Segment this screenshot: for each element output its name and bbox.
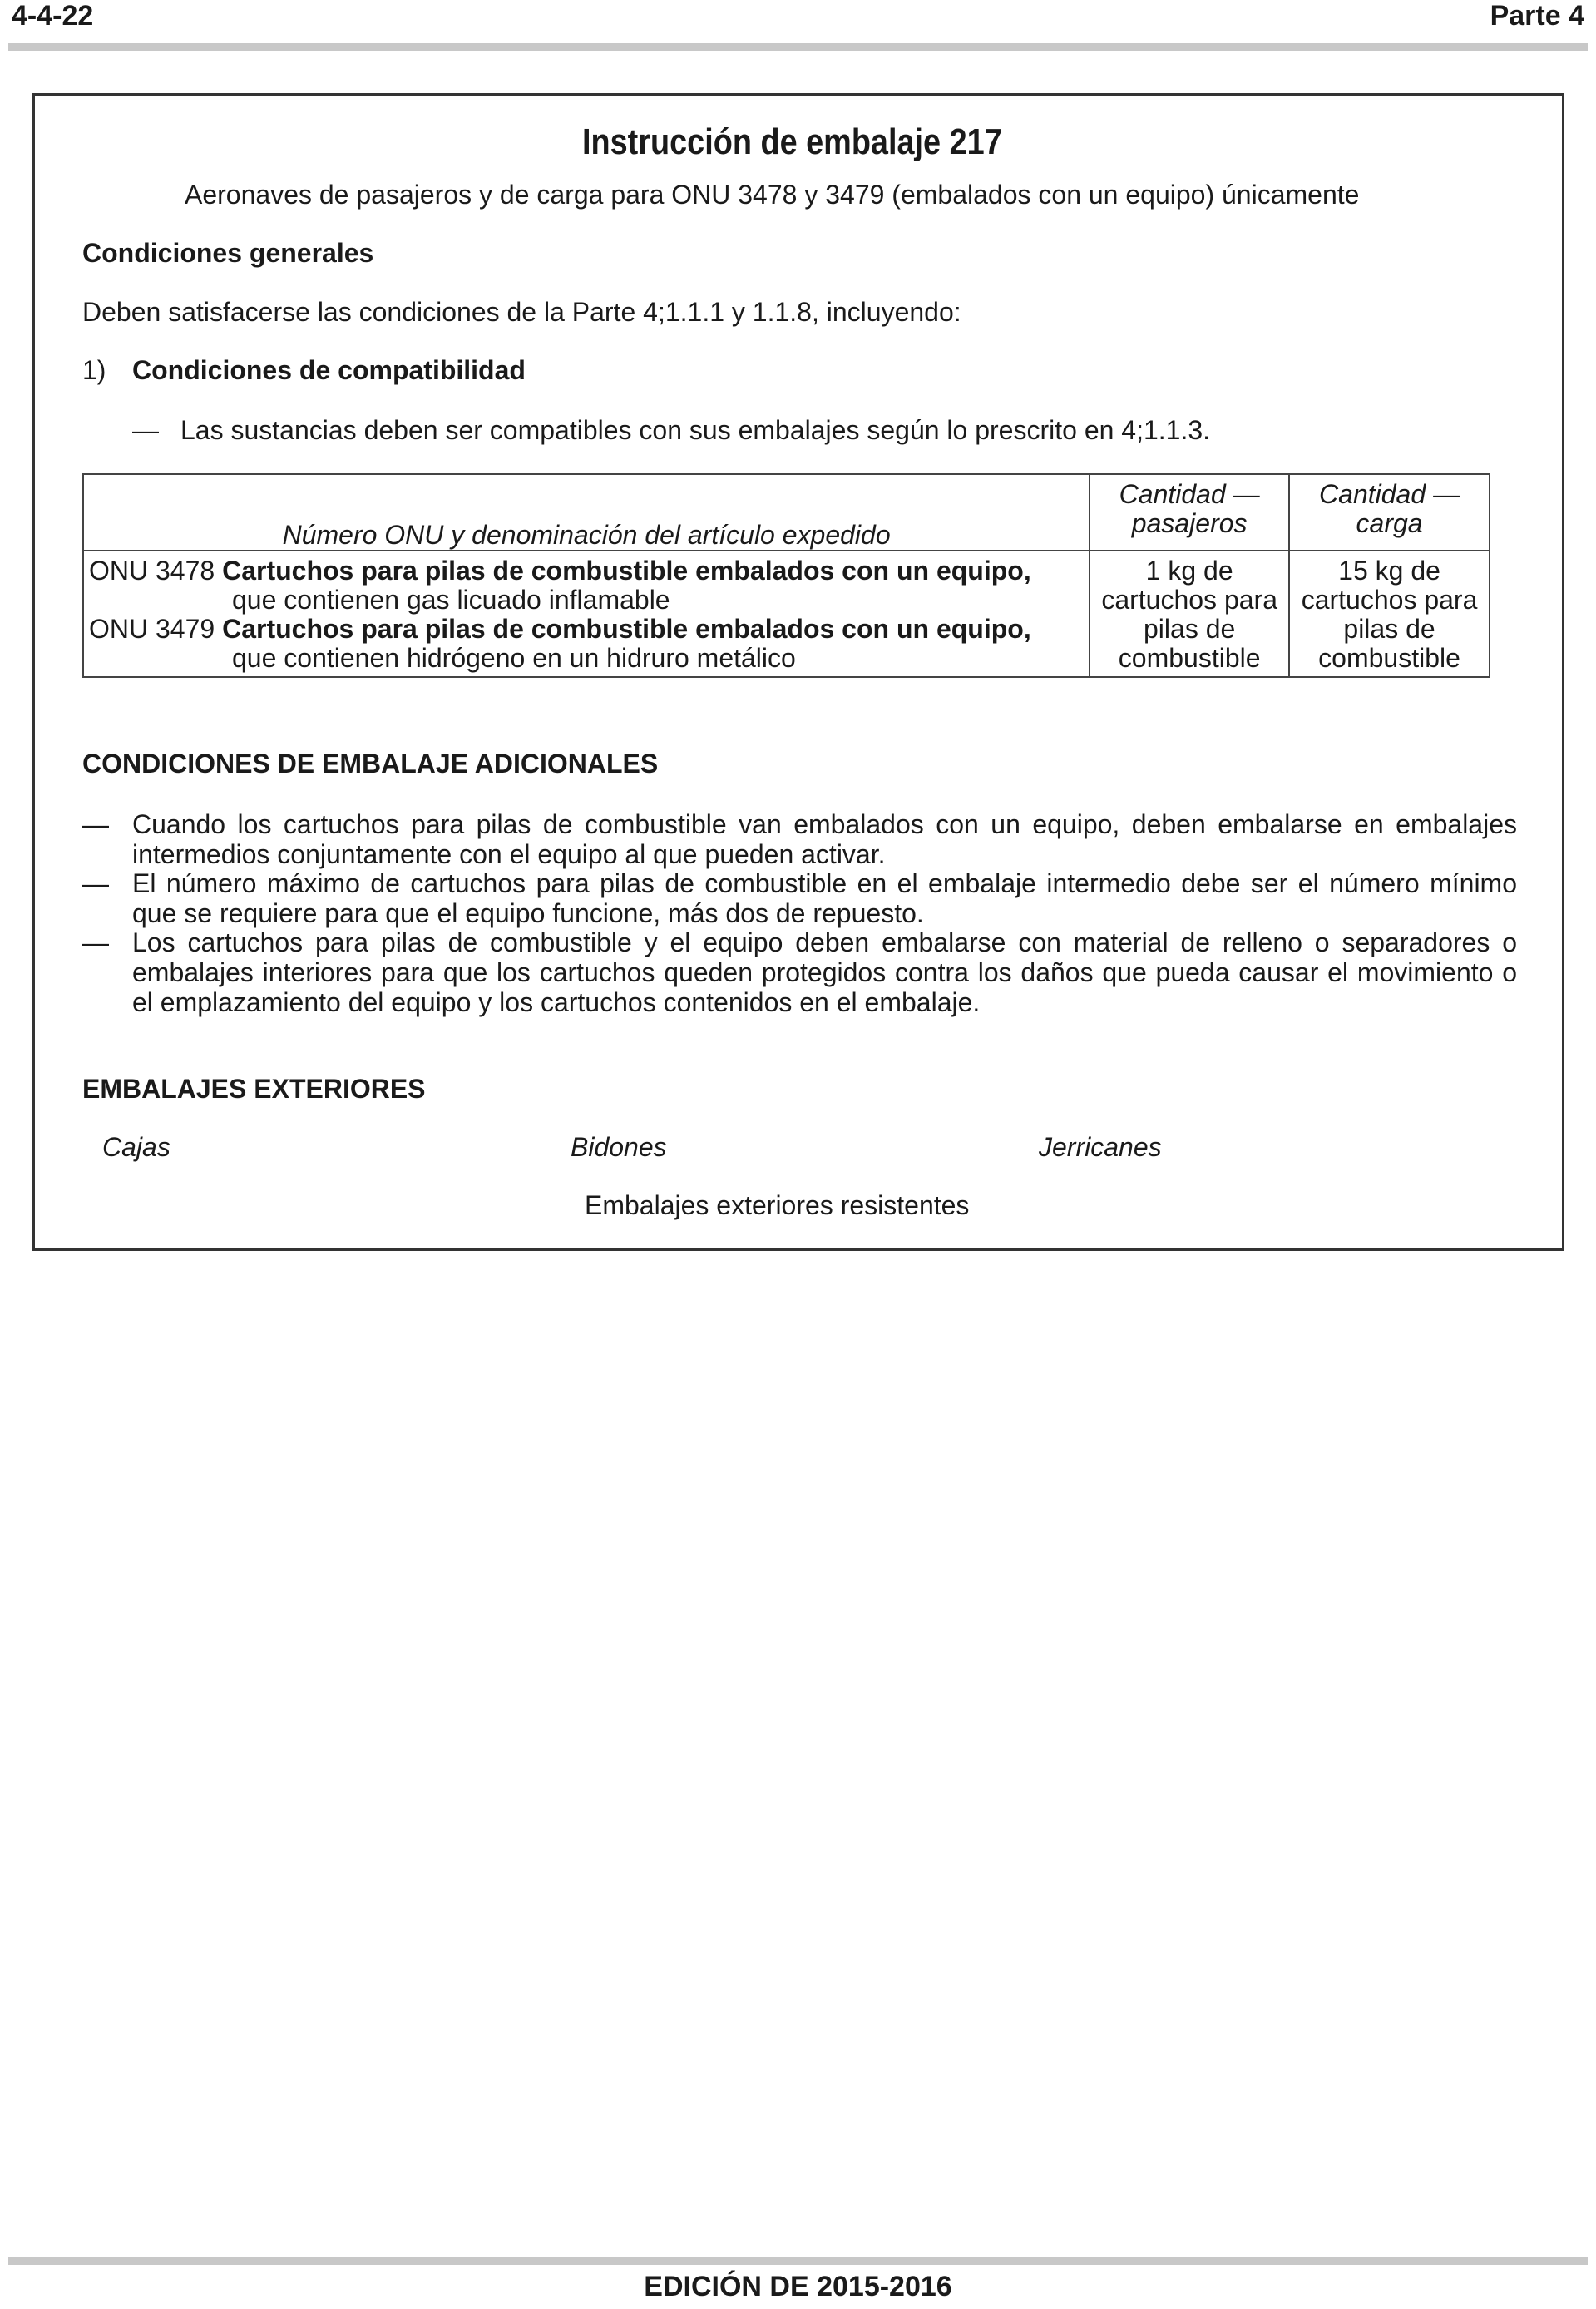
list-dash: — [82, 927, 109, 957]
item1-text: Las sustancias deben ser compatibles con sus embalajes según lo prescrito en 4;1.1.3. [180, 415, 1211, 445]
outer-packagings-note: Embalajes exteriores resistentes [585, 1190, 970, 1220]
general-conditions-text: Deben satisfacerse las condiciones de la Parte 4;1.1.1 y 1.1.8, incluyendo: [82, 297, 961, 327]
list-item-text: Los cartuchos para pilas de combustible y el equipo deben embalarse con material de relleno o separadores o embalajes interiores para que los cartuchos queden protegidos contra los daños que pueda causar el movimiento o el emplazamiento del equipo y los cartuchos contenidos en el embalaje. [132, 927, 1517, 1017]
header-passenger: Cantidad — pasajeros [1090, 474, 1289, 551]
part-label: Parte 4 [1490, 0, 1584, 32]
un-entry-3479-desc: que contienen hidrógeno en un hidruro metálico [232, 643, 796, 673]
edition-footer: EDICIÓN DE 2015-2016 [644, 2271, 952, 2302]
list-dash: — [82, 868, 109, 898]
outer-type-boxes: Cajas [102, 1132, 170, 1162]
outer-type-drums: Bidones [571, 1132, 667, 1162]
table-header-row [83, 474, 1490, 551]
list-item-text: El número máximo de cartuchos para pilas de combustible en el embalaje intermedio debe ser el número mínimo que se requiere para que el equipo funcione, más dos de repuesto. [132, 868, 1517, 928]
un-entry-3479: ONU 3479 Cartuchos para pilas de combustible embalados con un equipo, [89, 614, 1031, 644]
item1-heading: Condiciones de compatibilidad [132, 355, 526, 385]
un-list-cell [83, 551, 1090, 677]
footer-rule [8, 2257, 1588, 2265]
quantity-table [82, 473, 1490, 678]
un-entry-3478-desc: que contienen gas licuado inflamable [232, 585, 670, 615]
item1-number: 1) [82, 355, 106, 385]
outer-packagings-heading: EMBALAJES EXTERIORES [82, 1074, 426, 1104]
table-row [83, 551, 1490, 677]
item1-dash: — [132, 415, 159, 445]
page-number: 4-4-22 [12, 0, 94, 32]
header-rule [8, 43, 1588, 51]
cargo-qty-cell: 15 kg de cartuchos para pilas de combustible [1289, 551, 1490, 677]
instruction-subtitle: Aeronaves de pasajeros y de carga para ONU 3478 y 3479 (embalados con un equipo) únicamente [185, 180, 1360, 210]
additional-conditions-heading: CONDICIONES DE EMBALAJE ADICIONALES [82, 749, 659, 779]
instruction-title: Instrucción de embalaje 217 [582, 121, 1002, 162]
list-dash: — [82, 809, 109, 839]
passenger-qty-cell: 1 kg de cartuchos para pilas de combustible [1090, 551, 1289, 677]
header-cargo: Cantidad — carga [1289, 474, 1490, 551]
general-conditions-heading: Condiciones generales [82, 238, 374, 268]
un-entry-3478: ONU 3478 Cartuchos para pilas de combustible embalados con un equipo, [89, 556, 1031, 586]
list-item-text: Cuando los cartuchos para pilas de combustible van embalados con un equipo, deben embalarse en embalajes intermedios conjuntamente con el equipo al que pueden activar. [132, 809, 1517, 869]
outer-type-jerricans: Jerricanes [1039, 1132, 1162, 1162]
header-un-name: Número ONU y denominación del artículo expedido [83, 474, 1090, 551]
